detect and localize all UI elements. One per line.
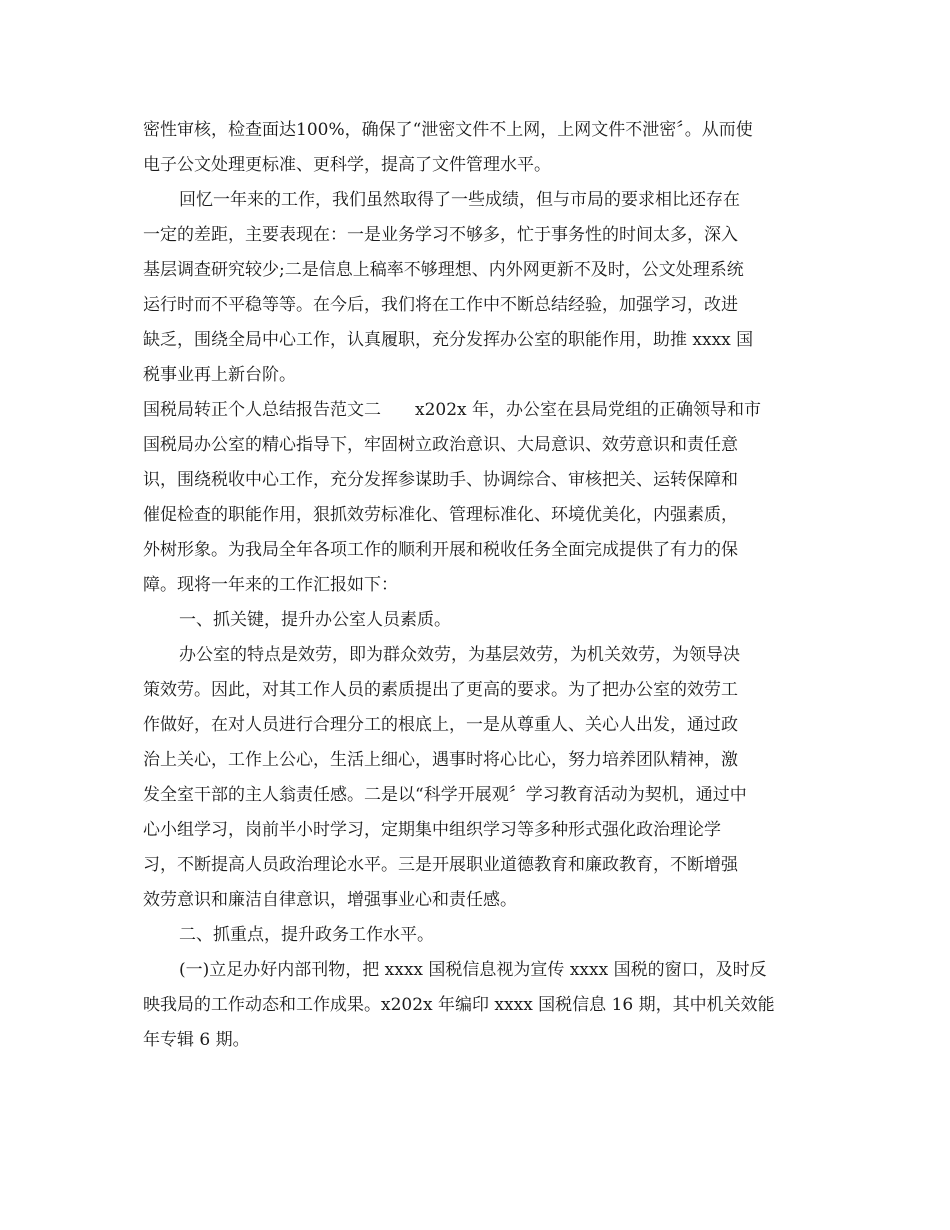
paragraph-start-line: 办公室的特点是效劳，即为群众效劳，为基层效劳，为机关效劳，为领导决 <box>179 645 740 665</box>
text-line: 运行时而不平稳等等。在今后，我们将在工作中不断总结经验，加强学习，改进 <box>143 295 738 315</box>
text-line: 催促检查的职能作用，狠抓效劳标准化、管理标准化、环境优美化，内强素质， <box>143 505 738 525</box>
heading-line: 二、抓重点，提升政务工作水平。 <box>179 925 434 945</box>
text-line: 治上关心，工作上公心，生活上细心，遇事时将心比心，努力培养团队精神，激 <box>143 750 738 770</box>
document-body <box>143 113 811 1058</box>
section-title-line: 国税局转正个人总结报告范文二 x202x 年，办公室在县局党组的正确领导和市 <box>143 400 762 420</box>
text-line: 障。现将一年来的工作汇报如下： <box>143 575 398 595</box>
text-line: 效劳意识和廉洁自律意识，增强事业心和责任感。 <box>143 890 517 910</box>
text-line: 税事业再上新台阶。 <box>143 365 296 385</box>
text-line: 心小组学习，岗前半小时学习，定期集中组织学习等多种形式强化政治理论学 <box>143 820 721 840</box>
text-line: 作做好，在对人员进行合理分工的根底上，一是从尊重人、关心人出发，通过政 <box>143 715 738 735</box>
text-line: 国税局办公室的精心指导下，牢固树立政治意识、大局意识、效劳意识和责任意 <box>143 435 738 455</box>
text-line: 策效劳。因此，对其工作人员的素质提出了更高的要求。为了把办公室的效劳工 <box>143 680 738 700</box>
text-line: 基层调查研究较少;二是信息上稿率不够理想、内外网更新不及时，公文处理系统 <box>143 260 744 280</box>
text-line: 外树形象。为我局全年各项工作的顺利开展和税收任务全面完成提供了有力的保 <box>143 540 738 560</box>
text-line: 识，围绕税收中心工作，充分发挥参谋助手、协调综合、审核把关、运转保障和 <box>143 470 738 490</box>
text-line: 年专辑 6 期。 <box>143 1030 250 1050</box>
text-line: 发全室干部的主人翁责任感。二是以“科学开展观〞学习教育活动为契机，通过中 <box>143 785 747 805</box>
text-line: 密性审核，检查面达100%，确保了“泄密文件不上网，上网文件不泄密〞。从而使 <box>143 120 753 140</box>
text-line: 习，不断提高人员政治理论水平。三是开展职业道德教育和廉政教育，不断增强 <box>143 855 738 875</box>
text-line: 电子公文处理更标准、更科学，提高了文件管理水平。 <box>143 155 551 175</box>
text-line: 一定的差距，主要表现在：一是业务学习不够多，忙于事务性的时间太多，深入 <box>143 225 738 245</box>
paragraph-start-line: 回忆一年来的工作，我们虽然取得了一些成绩，但与市局的要求相比还存在 <box>179 190 740 210</box>
paragraph-start-line: (一)立足办好内部刊物，把 xxxx 国税信息视为宣传 xxxx 国税的窗口，及时反 <box>179 960 767 980</box>
heading-line: 一、抓关键，提升办公室人员素质。 <box>179 610 451 630</box>
text-line: 映我局的工作动态和工作成果。x202x 年编印 xxxx 国税信息 16 期，其中机关效能 <box>143 995 775 1015</box>
text-line: 缺乏，围绕全局中心工作，认真履职，充分发挥办公室的职能作用，助推 xxxx 国 <box>143 330 754 350</box>
